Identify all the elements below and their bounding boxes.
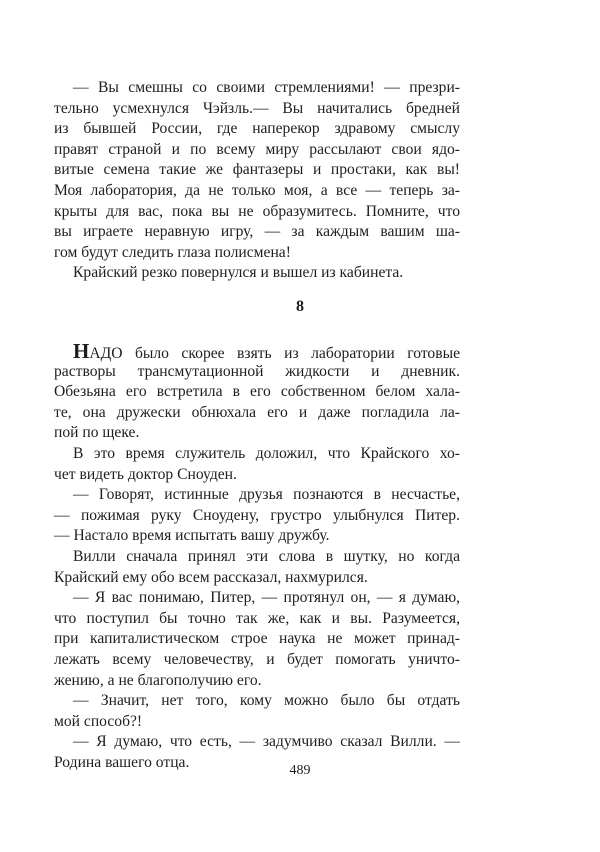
- paragraph-line: растворы трансмутационной жидкости и дневник.: [54, 362, 460, 380]
- paragraph-line: Родина вашего отца.: [54, 753, 190, 771]
- paragraph-line: чет видеть доктор Сноуден.: [54, 465, 237, 483]
- section-text-chapter-8: [54, 341, 460, 773]
- paragraph-line: гом будут следить глаза полисмена!: [54, 243, 291, 261]
- paragraph-line: вы играете неравную игру, — за каждым вашим ша-: [54, 223, 460, 241]
- paragraph-line: — Вы смешны со своими стремлениями! — презри-: [73, 79, 460, 96]
- paragraph-line: — Значит, нет того, кому можно было бы отдать: [73, 692, 460, 710]
- chapter-heading: 8: [296, 298, 304, 315]
- paragraph-line: — пожимая руку Сноудену, грустро улыбнулся Питер.: [54, 506, 460, 524]
- paragraph-line: В это время служитель доложил, что Крайского хо-: [73, 444, 460, 462]
- paragraph-line: при капиталистическом строе наука не может принад-: [54, 630, 460, 648]
- paragraph-line: крыты для вас, пока вы не образумитесь. Помните, что: [54, 202, 460, 220]
- paragraph-line: лежать всему человечеству, и будет помогать уничто-: [54, 650, 460, 668]
- paragraph-line: — Я думаю, что есть, — задумчиво сказал Вилли. —: [73, 733, 460, 751]
- paragraph-line: тельно усмехнулся Чэйзль.— Вы начитались бредней: [54, 99, 460, 117]
- paragraph-line: Моя лаборатория, да не только моя, а все — теперь за-: [54, 181, 460, 199]
- drop-cap: Н: [73, 339, 90, 363]
- paragraph-line: Обезьяна его встретила в его собственном белом хала-: [54, 383, 460, 401]
- paragraph-line: Вилли сначала принял эти слова в шутку, но когда: [73, 547, 460, 565]
- paragraph-line: Крайский ему обо всем рассказал, нахмурился.: [54, 568, 368, 586]
- paragraph-line: из бывшей России, где наперекор здравому смыслу: [54, 120, 460, 138]
- paragraph-line: те, она дружески обнюхала его и даже погладила ла-: [54, 403, 460, 421]
- line-text: АДО было скорее взять из лаборатории готовые: [89, 345, 460, 362]
- paragraph-line: мой способ?!: [54, 712, 143, 730]
- section-text-top: [54, 78, 460, 284]
- paragraph-line: витые семена такие же фантазеры и простаки, как вы!: [54, 161, 460, 179]
- paragraph-line: — Настало время испытать вашу дружбу.: [54, 527, 330, 545]
- paragraph-line: Крайский резко повернулся и вышел из кабинета.: [73, 264, 404, 282]
- paragraph-line: жению, а не благополучию его.: [54, 671, 262, 689]
- paragraph-line: — Говорят, истинные друзья познаются в несчастье,: [73, 486, 460, 504]
- paragraph-line: — Я вас понимаю, Питер, — протянул он, — я думаю,: [73, 589, 460, 607]
- paragraph-line: что поступил бы точно так же, как и вы. Разумеется,: [54, 609, 460, 627]
- paragraph-line: [54, 341, 460, 362]
- page-number: 489: [289, 763, 311, 778]
- paragraph-line: пой по щеке.: [54, 424, 140, 442]
- paragraph-line: правят страной и по всему миру рассылают свои ядо-: [54, 140, 460, 158]
